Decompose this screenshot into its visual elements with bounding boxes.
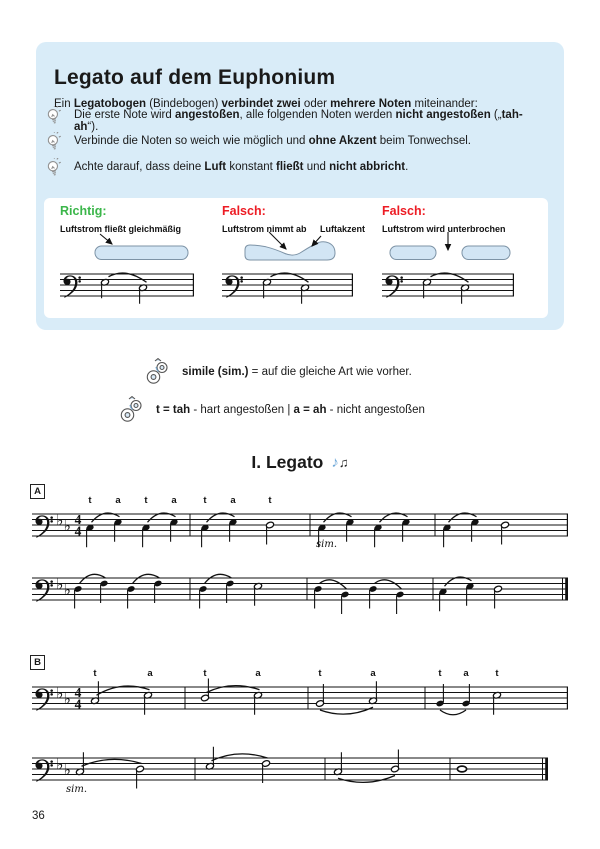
arrow-icon (269, 232, 286, 249)
page-title: Legato auf dem Euphonium (54, 66, 336, 90)
svg-text:t: t (438, 668, 442, 679)
caption-unterbrochen: Luftstrom wird unterbrochen (382, 224, 506, 234)
svg-text:a: a (115, 495, 121, 506)
svg-text:t: t (88, 495, 92, 506)
exercise-B-line2 (32, 747, 548, 795)
info-box (36, 42, 564, 330)
svg-text:a: a (171, 495, 177, 506)
tip-row-1 (44, 106, 544, 133)
svg-text:♭: ♭ (56, 575, 64, 594)
ta-definition: t = tah - hart angestoßen | a = ah - nicht angestoßen (156, 403, 425, 416)
lightbulb-icon (44, 106, 64, 128)
label-falsch-1: Falsch: (222, 204, 266, 218)
svg-text:t: t (93, 668, 97, 679)
bass-clef (35, 579, 52, 601)
tuba-icon (146, 358, 170, 385)
airflow-diagrams (44, 198, 548, 318)
svg-text:t: t (203, 668, 207, 679)
svg-text:♭: ♭ (63, 581, 71, 600)
svg-text:4: 4 (74, 684, 82, 700)
bass-clef (35, 759, 52, 781)
tuba-icon (120, 396, 144, 423)
svg-text:t: t (495, 668, 499, 679)
svg-text:t: t (144, 495, 148, 506)
page-number: 36 (32, 810, 45, 822)
exercise-A-line2 (32, 574, 568, 614)
caption-gleichmaessig: Luftstrom fließt gleichmäßig (60, 224, 182, 234)
tip-row-3 (44, 158, 544, 180)
bass-clef (35, 515, 52, 537)
label-richtig: Richtig: (60, 204, 107, 218)
svg-text:♭: ♭ (56, 511, 64, 530)
svg-text:t: t (318, 668, 322, 679)
svg-text:t: t (268, 495, 272, 506)
intro-text: Ein Legatobogen (Bindebogen) verbindet zwei oder mehrere Noten miteinander: (54, 97, 478, 110)
airflow-example-box (44, 198, 548, 318)
svg-text:a: a (230, 495, 236, 506)
tip-text: Achte darauf, dass deine Luft konstant fließt und nicht abbricht. (74, 161, 409, 173)
svg-text:t: t (203, 495, 207, 506)
rehearsal-letter: A (34, 486, 41, 497)
svg-text:♭: ♭ (63, 690, 71, 709)
svg-text:a: a (463, 668, 469, 679)
section-title: I. Legato (251, 452, 324, 472)
arrow-icon (100, 234, 112, 244)
airflow-even-shape (95, 246, 188, 260)
label-falsch-2: Falsch: (382, 204, 426, 218)
exercise-A-line1 (32, 495, 568, 550)
airflow-interrupted-shape (390, 246, 510, 260)
bass-clef (35, 688, 52, 710)
svg-text:a: a (147, 668, 153, 679)
rehearsal-mark-B (30, 655, 45, 670)
svg-text:♭: ♭ (63, 517, 71, 536)
caption-nimmt-ab: Luftstrom nimmt ab (222, 224, 307, 234)
caption-luftakzent: Luftakzent (320, 224, 365, 234)
svg-text:sim.: sim. (66, 784, 87, 795)
tip-text: Verbinde die Noten so weich wie möglich und ohne Akzent beim Tonwechsel. (74, 135, 471, 147)
tip-text: Die erste Note wird angestoßen, alle folgenden Noten werden nicht angestoßen („tah-ah“). (74, 109, 523, 133)
rehearsal-mark-A (30, 484, 45, 499)
svg-text:4: 4 (74, 523, 82, 539)
lightbulb-icon (44, 132, 64, 154)
legend-simile-row (146, 358, 412, 385)
tip-row-2 (44, 132, 544, 154)
svg-text:♭: ♭ (63, 761, 71, 780)
music-notes-icon: ♪♫ (331, 454, 349, 471)
airflow-decrease-accent-shape (245, 242, 335, 260)
rehearsal-letter: B (34, 657, 41, 668)
svg-text:♭: ♭ (56, 755, 64, 774)
heading-row (0, 452, 600, 473)
svg-text:4: 4 (74, 511, 82, 527)
legend-ta-row (120, 396, 425, 423)
svg-text:♭: ♭ (56, 684, 64, 703)
simile-definition: simile (sim.) = auf die gleiche Art wie vorher. (182, 365, 412, 378)
lightbulb-icon (44, 158, 64, 180)
svg-text:4: 4 (74, 696, 82, 712)
svg-text:sim.: sim. (316, 539, 337, 550)
svg-text:a: a (370, 668, 376, 679)
svg-text:a: a (255, 668, 261, 679)
exercise-B-line1 (32, 668, 568, 715)
